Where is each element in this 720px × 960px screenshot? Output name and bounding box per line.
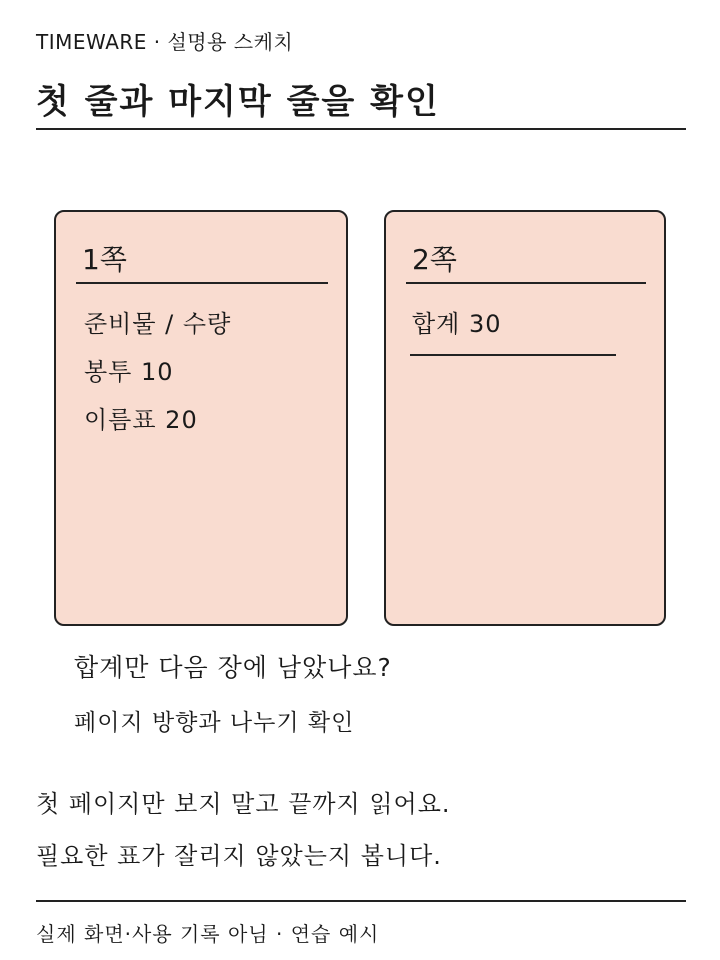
footer-divider bbox=[36, 900, 686, 902]
question-text: 페이지 방향과 나누기 확인 bbox=[74, 710, 355, 736]
page-sketch-2 bbox=[384, 210, 666, 626]
page-label-divider bbox=[406, 282, 646, 284]
footer-text: 실제 화면·사용 기록 아님 · 연습 예시 bbox=[36, 922, 380, 946]
table-row: 봉투 10 bbox=[84, 358, 174, 386]
header-eyebrow: TIMEWARE · 설명용 스케치 bbox=[36, 30, 294, 54]
table-header-row: 준비물 / 수량 bbox=[84, 310, 232, 338]
note-text: 필요한 표가 잘리지 않았는지 봅니다. bbox=[36, 842, 442, 870]
note-text: 첫 페이지만 보지 말고 끝까지 읽어요. bbox=[36, 790, 451, 818]
header-divider bbox=[36, 128, 686, 130]
page-label: 1쪽 bbox=[82, 243, 127, 276]
table-row: 이름표 20 bbox=[84, 406, 198, 434]
page-title: 첫 줄과 마지막 줄을 확인 bbox=[36, 82, 440, 122]
page-label-divider bbox=[76, 282, 328, 284]
total-underline bbox=[410, 354, 616, 356]
page-label: 2쪽 bbox=[412, 243, 457, 276]
page-sketch-1 bbox=[54, 210, 348, 626]
question-text: 합계만 다음 장에 남았나요? bbox=[74, 653, 392, 682]
total-row: 합계 30 bbox=[412, 310, 502, 338]
